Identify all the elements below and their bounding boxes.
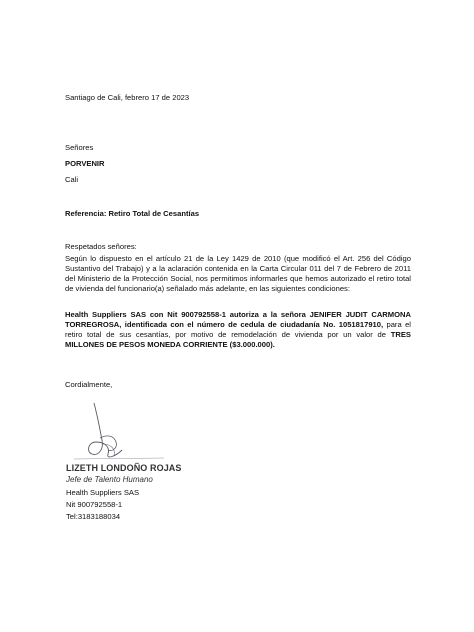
- authorized-amount: TRES MILLONES DE PESOS MONEDA CORRIENTE ($3.000.000).: [65, 329, 411, 349]
- company-name: Health Suppliers SAS: [66, 488, 140, 497]
- authorization-purpose: para el retiro total de sus cesantías, por motivo de remodelación de vivienda por un valor de: [65, 319, 411, 339]
- recipient-salutation-title: Señores: [65, 143, 94, 152]
- closing: Cordialmente,: [65, 380, 113, 389]
- recipient-company: PORVENIR: [65, 159, 105, 168]
- signer-role: Jefe de Talento Humano: [66, 475, 153, 484]
- handwritten-signature: [64, 398, 174, 463]
- place-date: Santiago de Cali, febrero 17 de 2023: [65, 93, 190, 102]
- recipient-city: Cali: [65, 175, 79, 184]
- company-phone: Tel:3183188034: [66, 512, 121, 521]
- reference-line: Referencia: Retiro Total de Cesantías: [65, 209, 200, 218]
- body-paragraph-2: [65, 310, 411, 350]
- company-nit: Nit 900792558-1: [66, 500, 123, 509]
- signer-name: LIZETH LONDOÑO ROJAS: [66, 463, 182, 473]
- authorization-statement: Health Suppliers SAS con Nit 900792558-1 autoriza a la señora JENIFER JUDIT CARMONA TORREGROSA, identificada con el número de cedula de ciudadanía No. 1051817910,: [65, 310, 411, 329]
- body-paragraph-1: Según lo dispuesto en el artículo 21 de la Ley 1429 de 2010 (que modificó el Art. 256 del Código Sustantivo del Trabajo) y a la aclaración contenida en la Carta Circular 011 del 7 de Febrero de 2011 del Ministerio de la Protección Social, nos permitimos informarles que hemos autorizado el retiro total de vivienda del funcionario(a) señalado más adelante, en las siguientes condiciones:: [65, 254, 411, 293]
- greeting: Respetados señores:: [65, 242, 137, 251]
